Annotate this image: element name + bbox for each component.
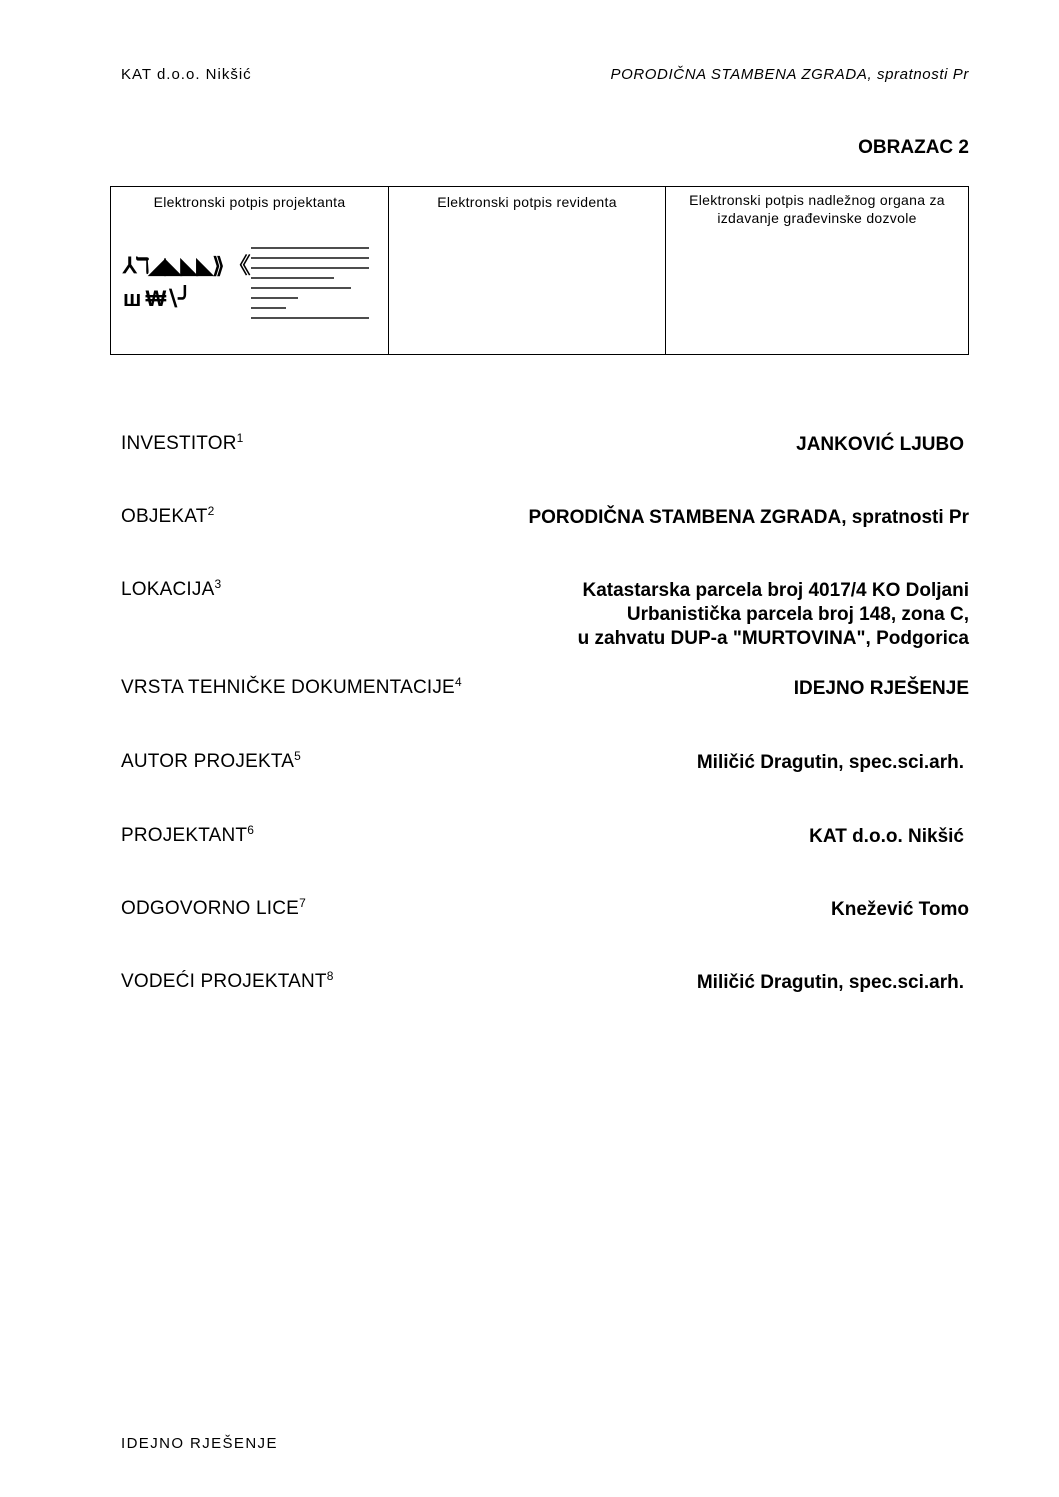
field-label: INVESTITOR <box>121 433 237 454</box>
reviewer-signature-label: Elektronski potpis revidenta <box>437 194 617 210</box>
location-line: Urbanistička parcela broj 148, zona C, <box>626 604 969 625</box>
header-project: PORODIČNA STAMBENA ZGRADA, spratnosti Pr <box>610 66 969 83</box>
field-value: Miličić Dragutin, spec.sci.arh. <box>696 752 964 773</box>
footnote-ref: 7 <box>299 896 306 910</box>
field-label: VRSTA TEHNIČKE DOKUMENTACIJE <box>121 677 455 698</box>
field-label: VODEĆI PROJEKTANT <box>121 971 327 992</box>
footnote-ref: 3 <box>214 577 222 591</box>
designer-signature-label: Elektronski potpis projektanta <box>153 194 346 210</box>
footnote-ref: 1 <box>236 431 244 445</box>
field-value: Miličić Dragutin, spec.sci.arh. <box>696 972 964 993</box>
field-label: PROJEKTANT <box>121 825 248 846</box>
header-company: KAT d.o.o. Nikšić <box>121 66 252 83</box>
field-value: Knežević Tomo <box>831 899 969 920</box>
signature-mark: ⅄ℸ◢◣◣◣⟫ 《 <box>123 253 250 278</box>
signature-stamp <box>251 247 369 327</box>
page-footer: IDEJNO RJEŠENJE <box>121 1435 278 1452</box>
footnote-ref: 5 <box>294 749 301 763</box>
signature-mark: ш ₩∖╯ <box>123 286 191 311</box>
location-line: Katastarska parcela broj 4017/4 KO Doljani <box>582 580 969 601</box>
field-value: JANKOVIĆ LJUBO <box>796 434 964 455</box>
form-number: OBRAZAC 2 <box>858 137 969 158</box>
field-label: AUTOR PROJEKTA <box>121 751 295 772</box>
authority-signature-label: Elektronski potpis nadležnog organa za izdavanje građevinske dozvole <box>689 192 945 226</box>
footnote-ref: 8 <box>326 969 334 983</box>
footnote-ref: 2 <box>207 504 215 518</box>
footnote-ref: 6 <box>247 823 255 837</box>
authority-signature-cell <box>665 187 968 354</box>
field-value: KAT d.o.o. Nikšić <box>809 826 964 847</box>
designer-signature-cell <box>111 187 388 354</box>
field-label: OBJEKAT <box>121 506 208 527</box>
field-label: LOKACIJA <box>121 579 215 600</box>
field-label: ODGOVORNO LICE <box>121 898 300 919</box>
field-value: IDEJNO RJEŠENJE <box>793 678 969 699</box>
reviewer-signature-cell <box>388 187 665 354</box>
footnote-ref: 4 <box>454 675 462 689</box>
signature-table <box>110 186 969 355</box>
field-value <box>578 579 969 651</box>
field-value: PORODIČNA STAMBENA ZGRADA, spratnosti Pr <box>528 507 969 528</box>
location-line: u zahvatu DUP-a "MURTOVINA", Podgorica <box>577 628 969 649</box>
